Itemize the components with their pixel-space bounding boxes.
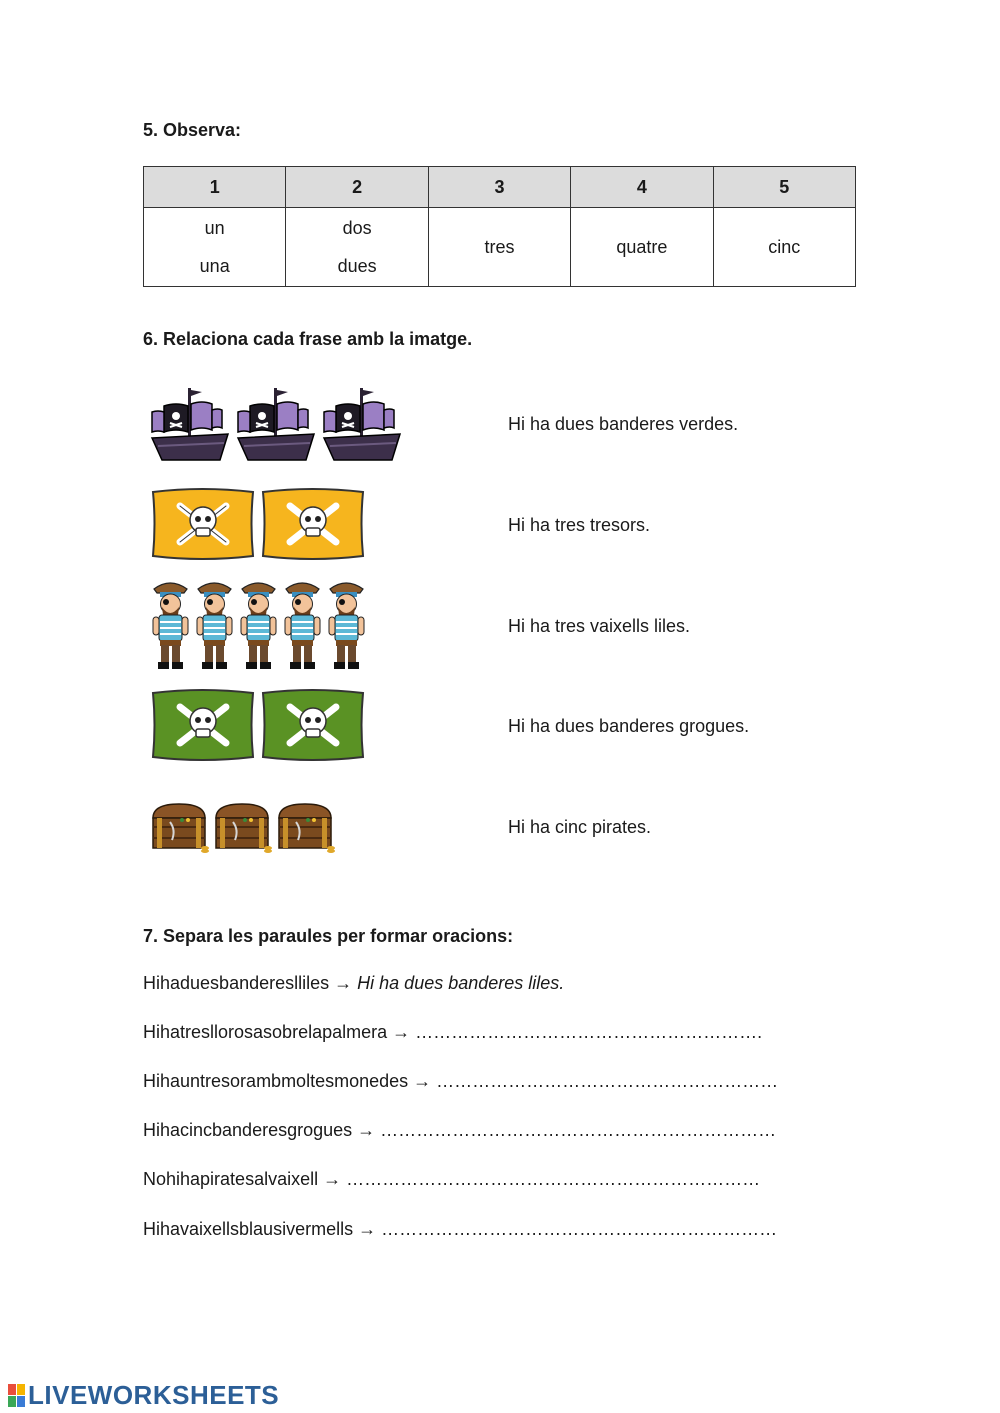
- two-green-flags-image[interactable]: [150, 689, 366, 761]
- table-cell: [286, 208, 428, 287]
- jumbled-sentence: Hihacincbanderesgrogues: [143, 1120, 353, 1140]
- table-cell: [144, 208, 286, 287]
- answer-blank[interactable]: …………………………………………………: [436, 1071, 779, 1091]
- treasure-chest-icon: [276, 800, 335, 854]
- treasure-chest-icon: [150, 800, 209, 854]
- arrow-icon: →: [358, 1219, 377, 1239]
- arrow-icon: →: [357, 1120, 376, 1140]
- cell-text: un: [204, 218, 225, 238]
- jumbled-sentence: Hihatresllorosasobrelapalmera: [143, 1022, 388, 1042]
- ship-icon: [322, 386, 402, 464]
- table-header-cell: 1: [144, 167, 286, 208]
- cell-text: dos: [342, 218, 372, 238]
- skull-flag-icon: [260, 488, 366, 560]
- match-sentence[interactable]: Hi ha tres vaixells liles.: [508, 616, 691, 636]
- jumbled-sentence: Hihavaixellsblausivermells: [143, 1219, 354, 1239]
- numbers-table: [143, 166, 856, 287]
- table-header-cell: 3: [428, 167, 570, 208]
- exercise-line: [143, 1022, 762, 1043]
- exercise-line: [143, 1219, 777, 1240]
- example-answer: Hi ha dues banderes liles.: [357, 973, 565, 993]
- pirate-icon: [282, 577, 323, 671]
- table-header-cell: 2: [286, 167, 428, 208]
- table-header-row: [144, 167, 856, 208]
- pirate-icon: [326, 577, 367, 671]
- answer-blank[interactable]: …………………………………………………………: [381, 1219, 778, 1239]
- arrow-icon: →: [334, 973, 353, 993]
- answer-blank[interactable]: …………………………………………………………: [380, 1120, 777, 1140]
- match-sentence[interactable]: Hi ha dues banderes verdes.: [508, 414, 739, 434]
- ex7-heading: 7. Separa les paraules per formar oracions:: [143, 926, 514, 946]
- ex6-heading: 6. Relaciona cada frase amb la imatge.: [143, 329, 473, 349]
- exercise-line: [143, 1120, 776, 1141]
- skull-flag-icon: [150, 689, 256, 761]
- table-cell: cinc: [713, 208, 855, 287]
- two-yellow-flags-image[interactable]: [150, 488, 366, 560]
- table-row: [144, 208, 856, 287]
- logo-mark-icon: [8, 1384, 25, 1407]
- arrow-icon: →: [413, 1071, 432, 1091]
- skull-flag-icon: [260, 689, 366, 761]
- exercise-line: [143, 1071, 778, 1092]
- five-pirates-image[interactable]: [150, 577, 367, 671]
- ship-icon: [150, 386, 230, 464]
- pirate-icon: [150, 577, 191, 671]
- logo-text: LIVEWORKSHEETS: [28, 1380, 280, 1410]
- match-sentence[interactable]: Hi ha cinc pirates.: [508, 817, 652, 837]
- treasure-chest-icon: [213, 800, 272, 854]
- three-purple-ships-image[interactable]: [150, 386, 402, 464]
- match-sentence[interactable]: Hi ha dues banderes grogues.: [508, 716, 750, 736]
- cell-text: una: [199, 256, 230, 276]
- skull-flag-icon: [150, 488, 256, 560]
- three-treasure-chests-image[interactable]: [150, 800, 335, 854]
- table-cell: tres: [428, 208, 570, 287]
- example-line: [143, 973, 564, 994]
- pirate-icon: [194, 577, 235, 671]
- match-sentence[interactable]: Hi ha tres tresors.: [508, 515, 651, 535]
- exercise-line: [143, 1169, 760, 1190]
- cell-text: dues: [337, 256, 377, 276]
- arrow-icon: →: [323, 1169, 342, 1189]
- table-header-cell: 4: [571, 167, 713, 208]
- jumbled-sentence: Hihaduesbandereslliles: [143, 973, 330, 993]
- answer-blank[interactable]: ……………………………………………………………: [346, 1169, 761, 1189]
- jumbled-sentence: Hihauntresorambmoltesmonedes: [143, 1071, 409, 1091]
- answer-blank[interactable]: ………………………………………………….: [415, 1022, 763, 1042]
- table-cell: quatre: [571, 208, 713, 287]
- pirate-icon: [238, 577, 279, 671]
- ex5-heading: 5. Observa:: [143, 120, 242, 140]
- jumbled-sentence: Nohihapiratesalvaixell: [143, 1169, 319, 1189]
- liveworksheets-logo[interactable]: [8, 1380, 279, 1411]
- table-header-cell: 5: [713, 167, 855, 208]
- ship-icon: [236, 386, 316, 464]
- arrow-icon: →: [392, 1022, 411, 1042]
